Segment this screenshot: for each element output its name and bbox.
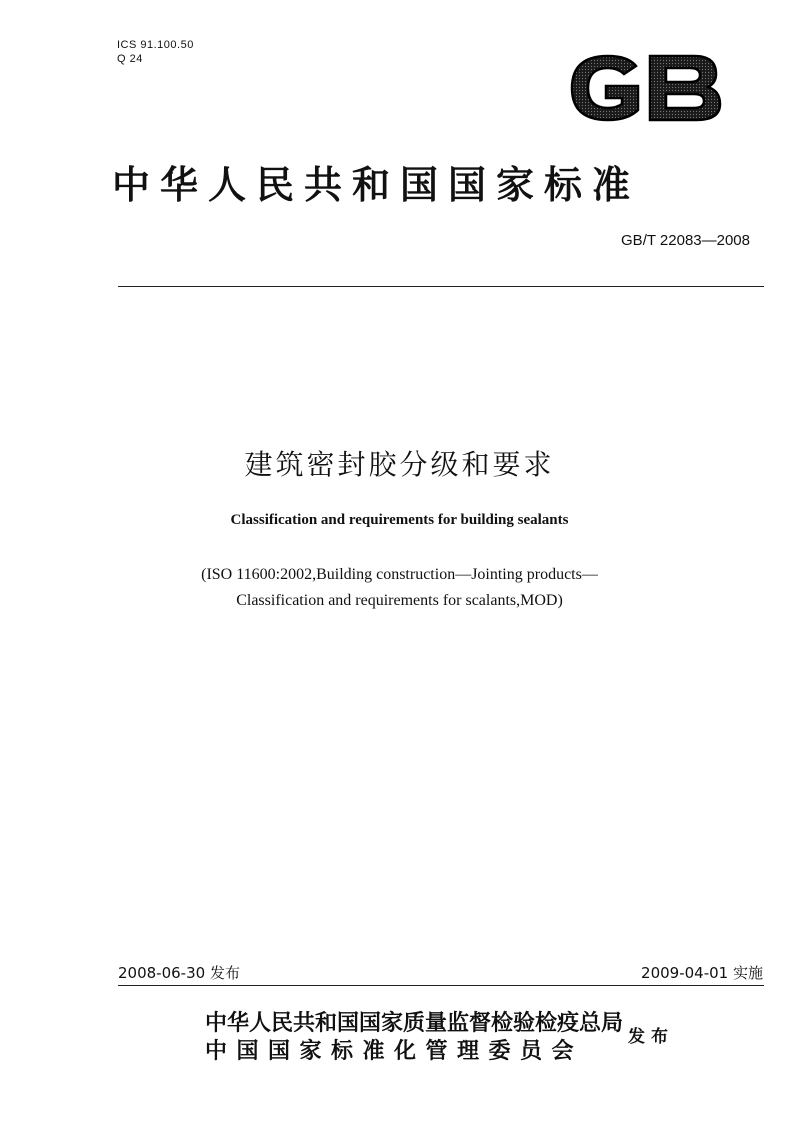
- issuer-aqsiq: 中华人民共和国国家质量监督检验检疫总局: [205, 1010, 624, 1036]
- national-standard-title: 中华人民共和国国家标准: [112, 162, 641, 207]
- effective-date: 2009-04-01 实施: [641, 964, 763, 982]
- ccs-code: Q 24: [117, 53, 143, 65]
- chinese-title: 建筑密封胶分级和要求: [244, 448, 555, 481]
- iso-reference-line-1: (ISO 11600:2002,Building construction—Jointing products—: [201, 566, 598, 583]
- standard-number: GB/T 22083—2008: [621, 232, 750, 249]
- ics-code: ICS 91.100.50: [117, 39, 194, 51]
- english-title: Classification and requirements for building sealants: [230, 512, 569, 528]
- issue-date: 2008-06-30 发布: [118, 964, 240, 982]
- publish-label: 发布: [628, 1027, 674, 1047]
- classification-codes: [117, 38, 194, 66]
- iso-reference-line-2: Classification and requirements for scalants,MOD): [236, 592, 563, 609]
- footer-divider: [118, 985, 764, 986]
- gb-logo: [566, 50, 726, 126]
- logo-text: GB: [566, 50, 568, 51]
- header-divider: [118, 286, 764, 287]
- issuer-sac: 中国国家标准化管理委员会: [205, 1038, 584, 1064]
